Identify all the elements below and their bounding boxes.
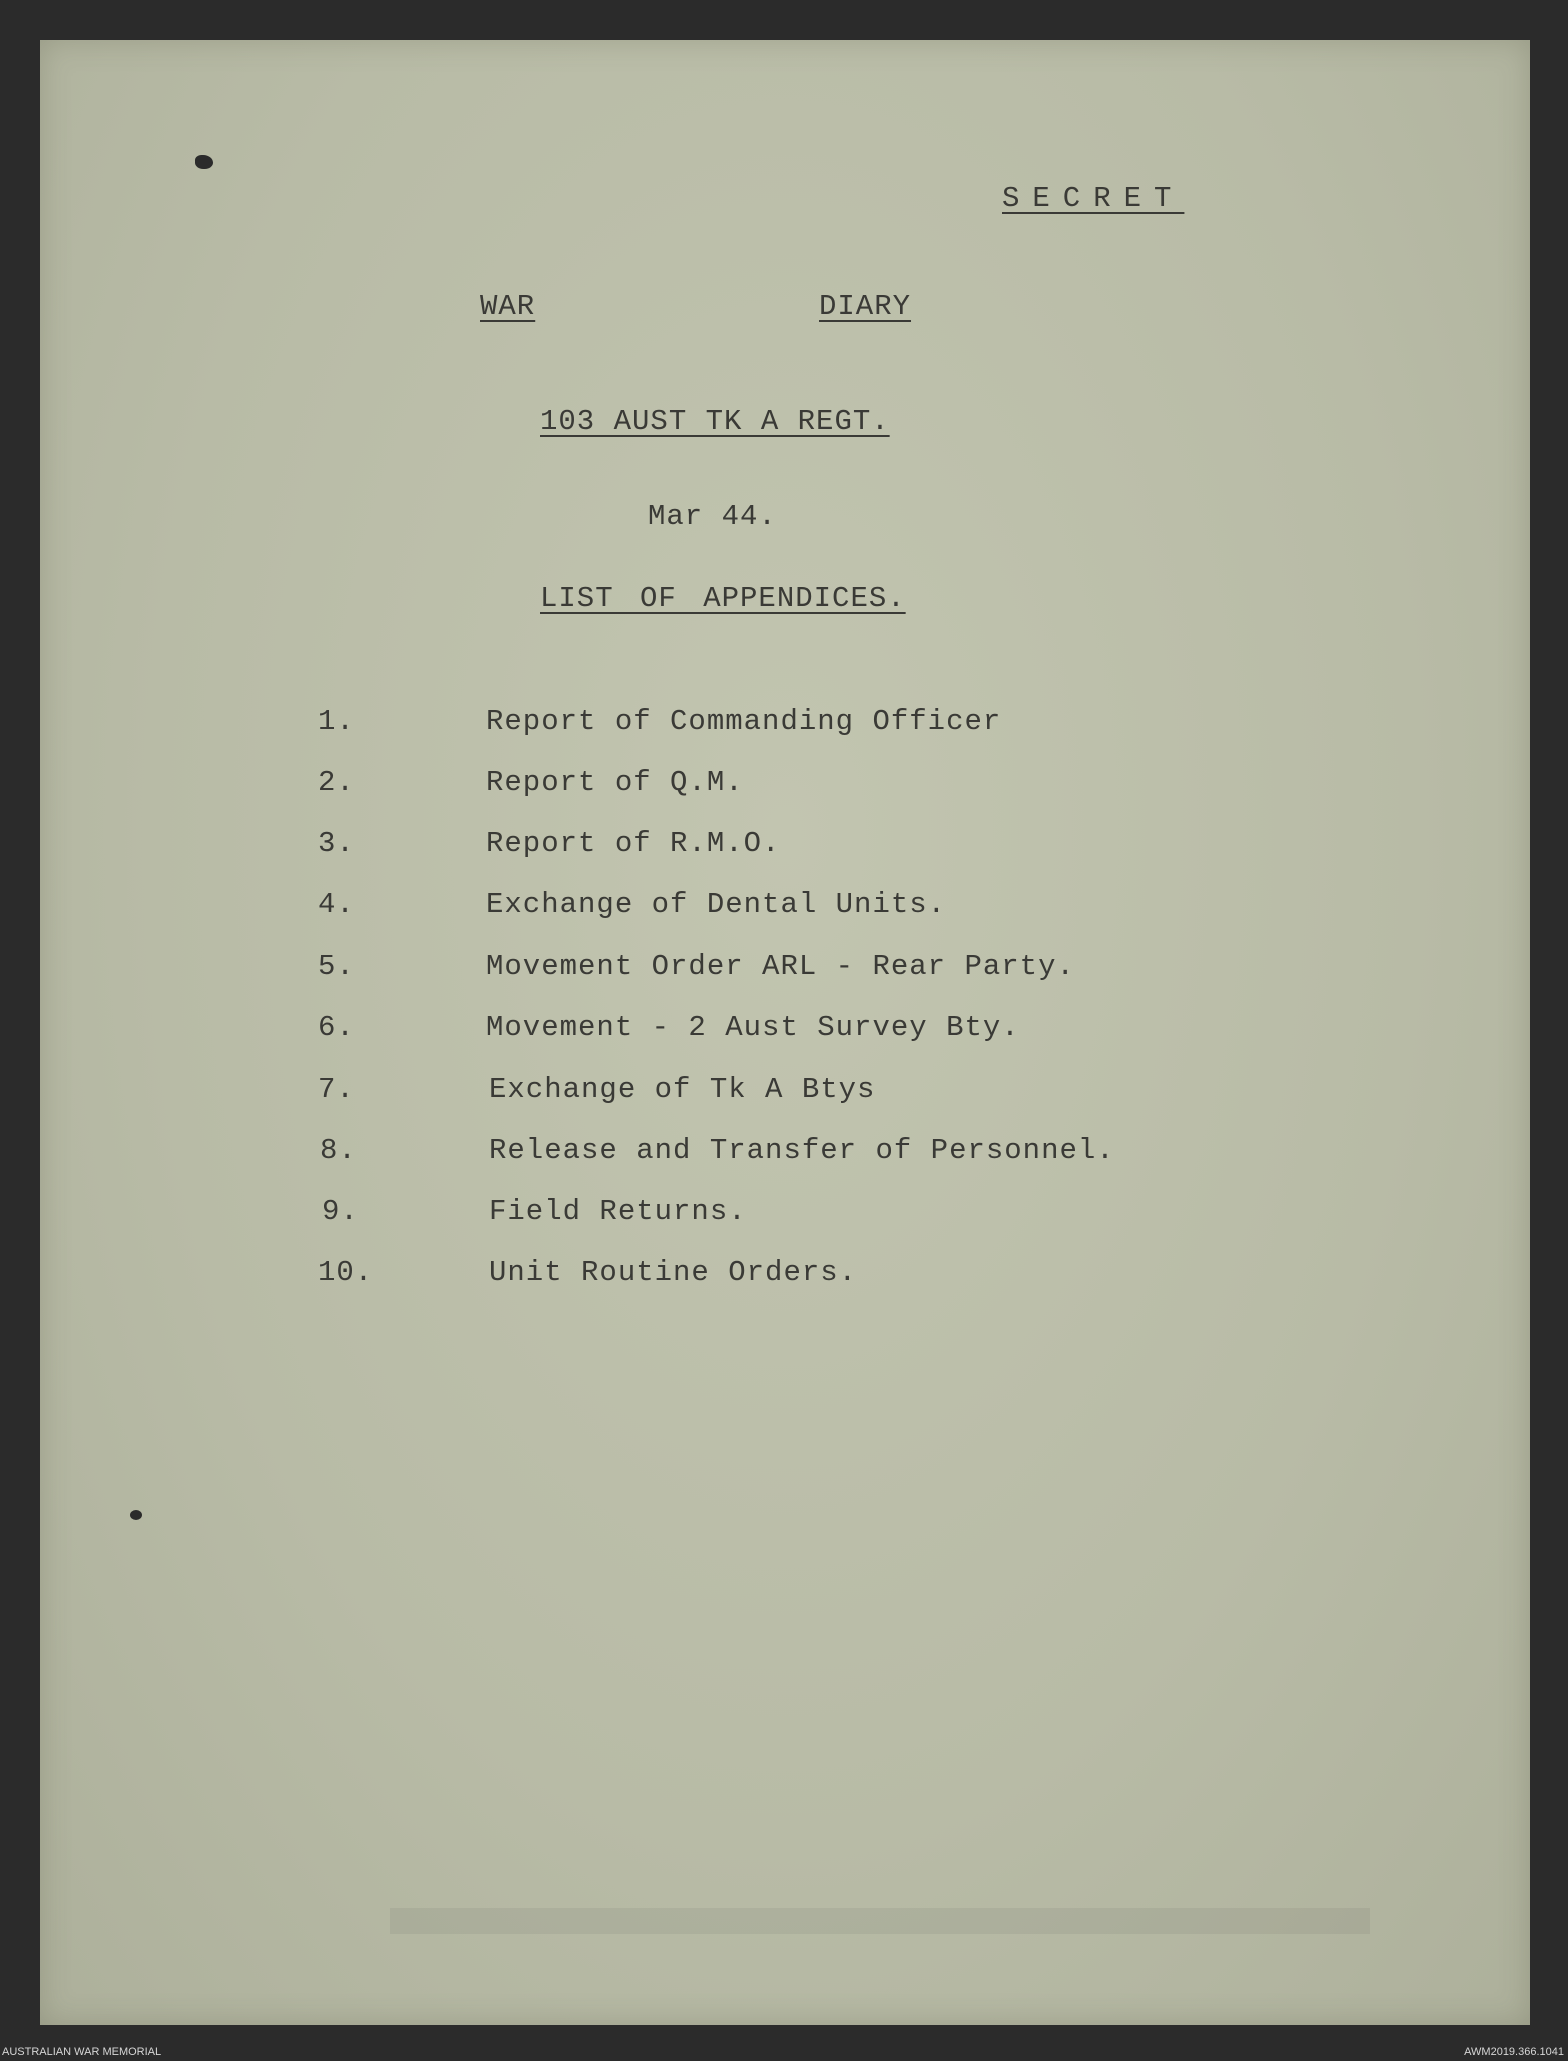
list-heading: LIST OF APPENDICES. (540, 582, 906, 615)
appendix-item: Field Returns. (489, 1195, 747, 1228)
appendix-number: 5. (318, 950, 355, 983)
classification-label: SECRET (1002, 182, 1185, 215)
appendix-item: Exchange of Tk A Btys (489, 1073, 876, 1106)
appendix-number: 3. (318, 827, 355, 860)
appendix-number: 6. (318, 1011, 355, 1044)
appendix-number: 7. (318, 1073, 355, 1106)
archive-reference: AWM2019.366.1041 (1464, 2046, 1564, 2058)
appendix-number: 2. (318, 766, 355, 799)
appendix-number: 9. (322, 1195, 359, 1228)
bleed-through-smudge (370, 1898, 1370, 1948)
unit-heading: 103 AUST TK A REGT. (540, 405, 890, 438)
appendix-item: Movement - 2 Aust Survey Bty. (486, 1011, 1020, 1044)
appendix-item: Report of Commanding Officer (486, 705, 1002, 738)
appendix-number: 1. (318, 705, 355, 738)
appendix-number: 4. (318, 888, 355, 921)
bleed-through-text (370, 1898, 1370, 1958)
appendix-item: Release and Transfer of Personnel. (489, 1134, 1115, 1167)
archive-credit: AUSTRALIAN WAR MEMORIAL (2, 2046, 162, 2058)
title-diary: DIARY (819, 290, 912, 323)
appendix-item: Report of Q.M. (486, 766, 744, 799)
title-war: WAR (480, 290, 536, 323)
appendix-item: Movement Order ARL - Rear Party. (486, 950, 1075, 983)
appendix-item: Report of R.M.O. (486, 827, 781, 860)
appendix-number: 8. (320, 1134, 357, 1167)
appendix-item: Exchange of Dental Units. (486, 888, 947, 921)
appendix-number: 10. (318, 1256, 374, 1289)
punch-hole-mark (130, 1510, 142, 1520)
punch-hole-mark (195, 155, 213, 169)
diary-date: Mar 44. (648, 500, 777, 533)
appendix-item: Unit Routine Orders. (489, 1256, 858, 1289)
